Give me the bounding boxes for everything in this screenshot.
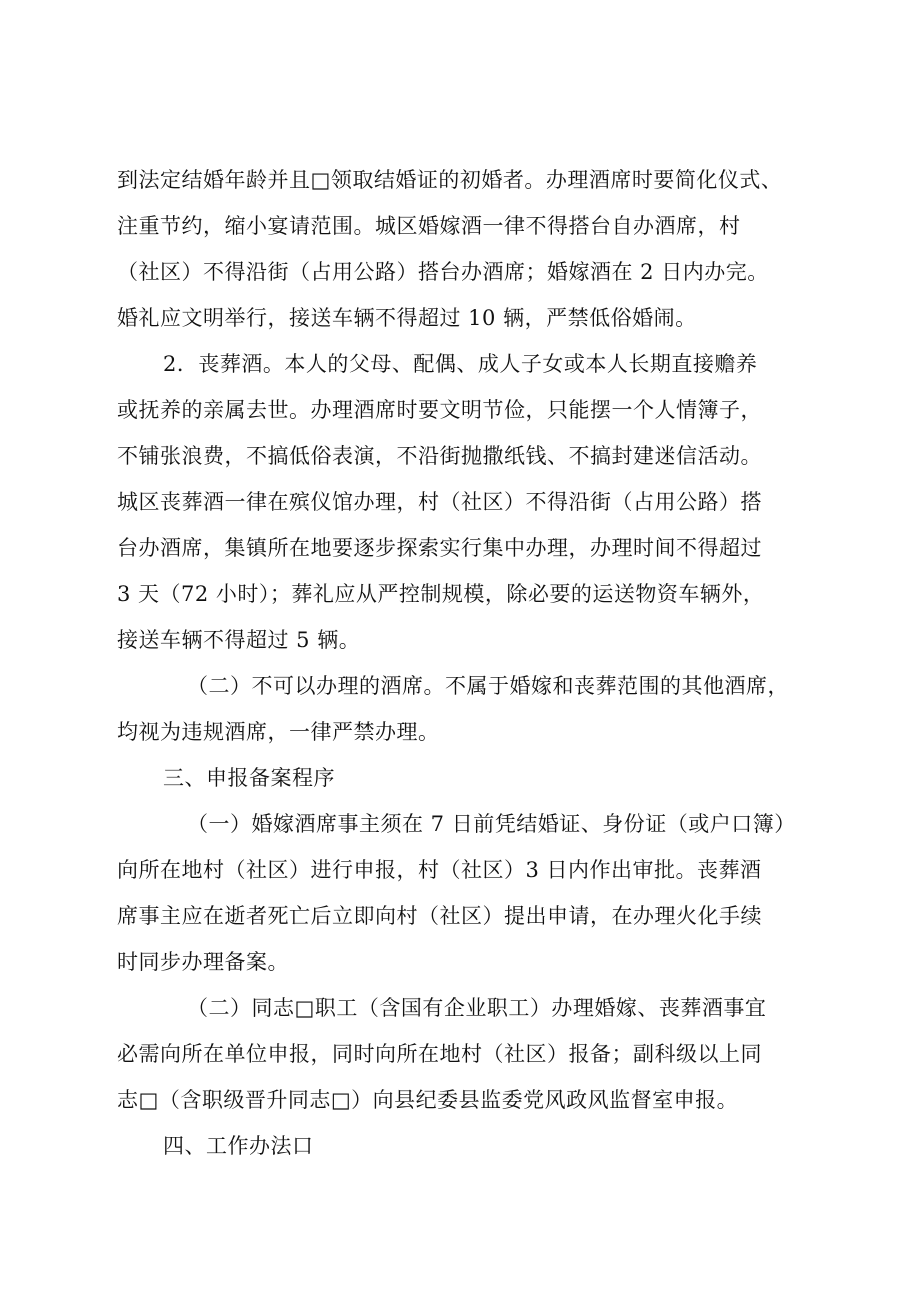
text-line: 接送车辆不得超过 5 辆。 <box>117 628 361 652</box>
text-line: （社区）不得沿街（占用公路）搭台办酒席；婚嫁酒在 2 日内办完。 <box>117 260 769 284</box>
paragraph-start: （二）同志□职工（含国有企业职工）办理婚嫁、丧葬酒事宜 <box>187 996 767 1020</box>
text-line: 3 天（72 小时）；葬礼应从严控制规模，除必要的运送物资车辆外， <box>117 582 765 606</box>
text-line: 或抚养的亲属去世。办理酒席时要文明节俭，只能摆一个人情簿子， <box>117 398 762 422</box>
text-line: 台办酒席，集镇所在地要逐步探索实行集中办理，办理时间不得超过 <box>117 536 762 560</box>
text-line: 向所在地村（社区）进行申报，村（社区）3 日内作出审批。丧葬酒 <box>117 858 762 882</box>
paragraph-start: 2．丧葬酒。本人的父母、配偶、成人子女或本人长期直接赡养 <box>163 352 758 376</box>
paragraph-start: （一）婚嫁酒席事主须在 7 日前凭结婚证、身份证（或户口簿） <box>187 812 796 836</box>
paragraph-start: （二）不可以办理的酒席。不属于婚嫁和丧葬范围的其他酒席， <box>187 674 789 698</box>
text-line: 城区丧葬酒一律在殡仪馆办理，村（社区）不得沿街（占用公路）搭 <box>117 490 762 514</box>
text-line: 必需向所在单位申报，同时向所在地村（社区）报备；副科级以上同 <box>117 1042 762 1066</box>
text-line: 均视为违规酒席，一律严禁办理。 <box>117 720 440 744</box>
text-line: 到法定结婚年龄并且□领取结婚证的初婚者。办理酒席时要简化仪式、 <box>117 168 783 192</box>
text-line: 婚礼应文明举行，接送车辆不得超过 10 辆，严禁低俗婚闹。 <box>117 306 697 330</box>
text-line: 时同步办理备案。 <box>117 950 289 974</box>
text-line: 不铺张浪费，不搞低俗表演，不沿街抛撒纸钱、不搞封建迷信活动。 <box>117 444 762 468</box>
section-heading: 四、工作办法口 <box>163 1134 314 1158</box>
text-line: 志□（含职级晋升同志□）向县纪委县监委党风政风监督室申报。 <box>117 1088 739 1112</box>
section-heading: 三、申报备案程序 <box>163 766 335 790</box>
text-line: 注重节约，缩小宴请范围。城区婚嫁酒一律不得搭台自办酒席，村 <box>117 214 741 238</box>
text-line: 席事主应在逝者死亡后立即向村（社区）提出申请，在办理火化手续 <box>117 904 762 928</box>
